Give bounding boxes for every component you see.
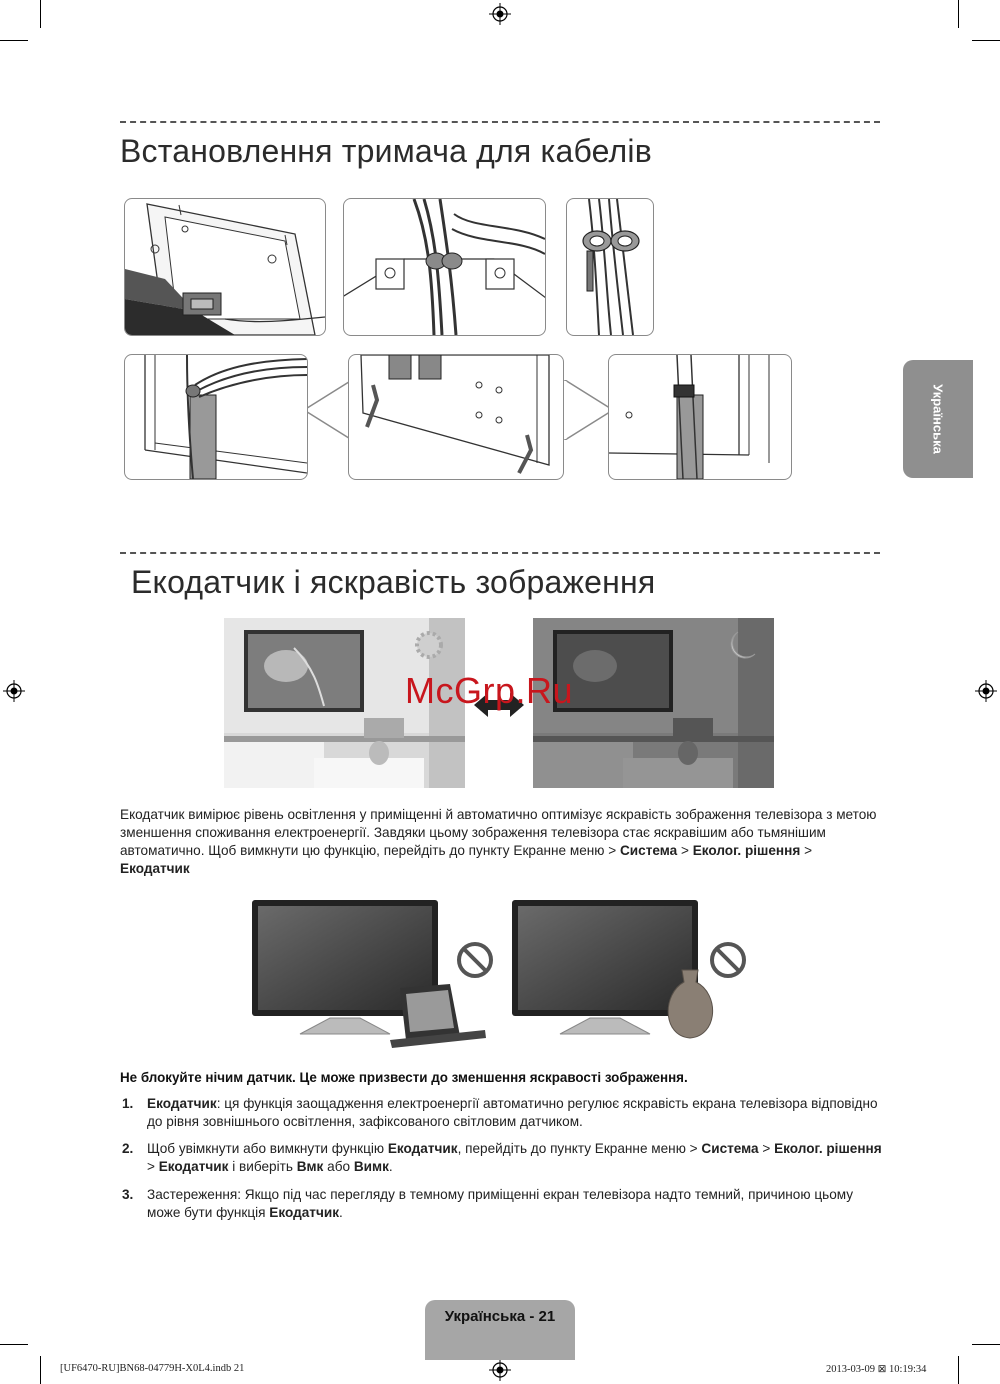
cable-holder-closeup-drawing — [344, 199, 545, 335]
menu-path-system: Система — [619, 843, 678, 858]
cable-routing-right-drawing — [609, 355, 791, 479]
list-item — [122, 1140, 880, 1178]
list-text: Застереження: Якщо під час перегляду в темному приміщенні екран телевізора надто темний, причиною цьому може бути функція — [147, 1187, 854, 1220]
crop-mark — [972, 40, 1000, 41]
menu-path-separator: > — [677, 843, 693, 858]
tv-blocked-sensor-drawing — [250, 898, 750, 1058]
crop-mark — [40, 1356, 41, 1384]
page-number-label: Українська - 21 — [444, 1308, 556, 1325]
tv-back-wide-drawing — [349, 355, 563, 479]
print-timestamp: 2013-03-09 ⊠ 10:19:34 — [826, 1364, 927, 1375]
menu-path-eco-solution: Еколог. рішення — [692, 843, 801, 858]
page-number-tab — [425, 1300, 575, 1360]
option-off: Вимк — [353, 1159, 389, 1174]
list-term: Екодатчик — [269, 1205, 340, 1220]
section-title-eco-sensor: Екодатчик і яскравість зображення — [131, 564, 656, 600]
cable-holder-illustration-2 — [343, 198, 546, 336]
list-text: , перейдіть до пункту Екранне меню > — [457, 1141, 702, 1156]
eco-sensor-description-text: Екодатчик вимірює рівень освітлення у приміщенні й автоматично оптимізує яскравість зображення телевізора з метою зменшення споживання електроенергії. Завдяки цьому зображення телевізора стає яскравішим або тьмянішим автоматично. Щоб вимкнути цю функцію, перейдіть до пункту Екранне меню > — [120, 807, 877, 858]
registration-mark-icon — [3, 680, 25, 702]
menu-path-separator: > — [800, 843, 813, 858]
crop-mark — [0, 1344, 28, 1345]
option-on: Вмк — [296, 1159, 324, 1174]
cable-holder-illustration-1 — [124, 198, 326, 336]
language-side-tab-label: Українська — [930, 384, 946, 454]
cable-holder-illustration-4 — [124, 354, 308, 480]
cable-holder-illustration-5 — [348, 354, 564, 480]
crop-mark — [972, 1344, 1000, 1345]
callout-connector — [563, 380, 613, 440]
cable-holder-illustration-3 — [566, 198, 654, 336]
list-text: . — [388, 1159, 393, 1174]
list-number: 2. — [122, 1141, 134, 1156]
menu-path-eco-solution: Еколог. рішення — [774, 1141, 882, 1156]
registration-mark-icon — [489, 3, 511, 25]
list-item — [122, 1186, 880, 1224]
watermark-text: McGrp.Ru — [405, 670, 574, 711]
list-number: 3. — [122, 1187, 134, 1202]
language-side-tab — [903, 360, 973, 478]
list-term: Екодатчик — [387, 1141, 458, 1156]
cable-clip-drawing — [567, 199, 653, 335]
list-number: 1. — [122, 1096, 134, 1111]
cable-holder-illustration-6 — [608, 354, 792, 480]
crop-mark — [958, 1356, 959, 1384]
list-text: : ця функція заощадження електроенергії автоматично регулює яскравість екрана телевізора відповідно до рівня зовнішнього освітлення, зафіксованого світловим датчиком. — [147, 1096, 878, 1129]
list-text: і виберіть — [228, 1159, 297, 1174]
menu-path-eco-sensor: Екодатчик — [158, 1159, 229, 1174]
crop-mark — [40, 0, 41, 28]
sensor-warning: Не блокуйте нічим датчик. Це може призвести до зменшення яскравості зображення. — [120, 1070, 688, 1085]
crop-mark — [958, 0, 959, 28]
section-title-cable-holder: Встановлення тримача для кабелів — [120, 133, 652, 169]
menu-path-eco-sensor: Екодатчик — [120, 861, 190, 876]
tv-sensor-block-illustration — [250, 898, 750, 1058]
menu-path-separator: > — [758, 1141, 775, 1156]
list-text: . — [339, 1205, 343, 1220]
menu-path-system: Система — [701, 1141, 759, 1156]
section-divider — [120, 552, 880, 554]
crop-mark — [0, 40, 28, 41]
list-item — [122, 1095, 880, 1133]
cable-routing-left-drawing — [125, 355, 307, 479]
print-file-info: [UF6470-RU]BN68-04779H-X0L4.indb 21 — [60, 1363, 245, 1374]
section-divider — [120, 121, 880, 123]
registration-mark-icon — [975, 680, 997, 702]
list-term: Екодатчик — [147, 1096, 217, 1111]
menu-path-separator: > — [147, 1159, 159, 1174]
eco-sensor-description — [120, 806, 880, 878]
tv-back-stand-drawing — [125, 199, 325, 335]
callout-connector — [304, 380, 354, 440]
list-text: або — [323, 1159, 354, 1174]
registration-mark-icon — [489, 1359, 511, 1381]
list-text: Щоб увімкнути або вимкнути функцію — [147, 1141, 388, 1156]
